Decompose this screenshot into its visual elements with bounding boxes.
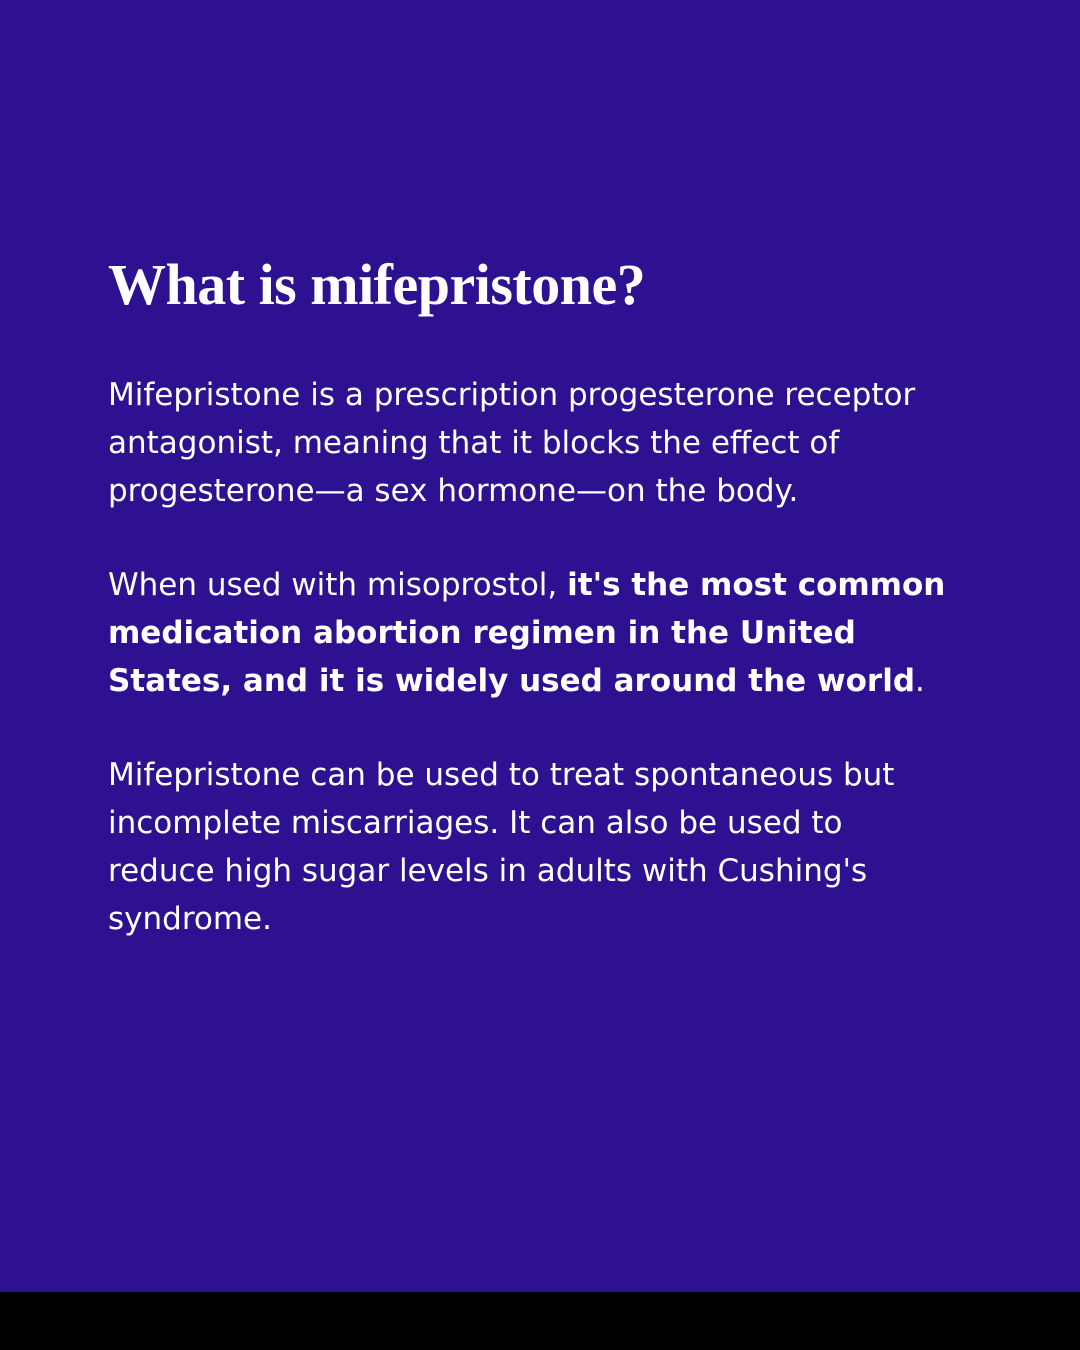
page-title: What is mifepristone? [108,252,646,317]
body-paragraph-3: Mifepristone can be used to treat spontaneous but incomplete miscarriages. It can also be used to reduce high sugar levels in adults with Cushing's syndrome. [108,756,895,937]
card-content [108,252,956,943]
footer-bar [0,1292,1080,1350]
body-paragraph-2: When used with misoprostol, it's the most common medication abortion regimen in the United States, and it is widely used around the world. [108,566,946,699]
body-paragraph-1: Mifepristone is a prescription progesterone receptor antagonist, meaning that it blocks the effect of progesterone—a sex hormone—on the body. [108,376,916,509]
